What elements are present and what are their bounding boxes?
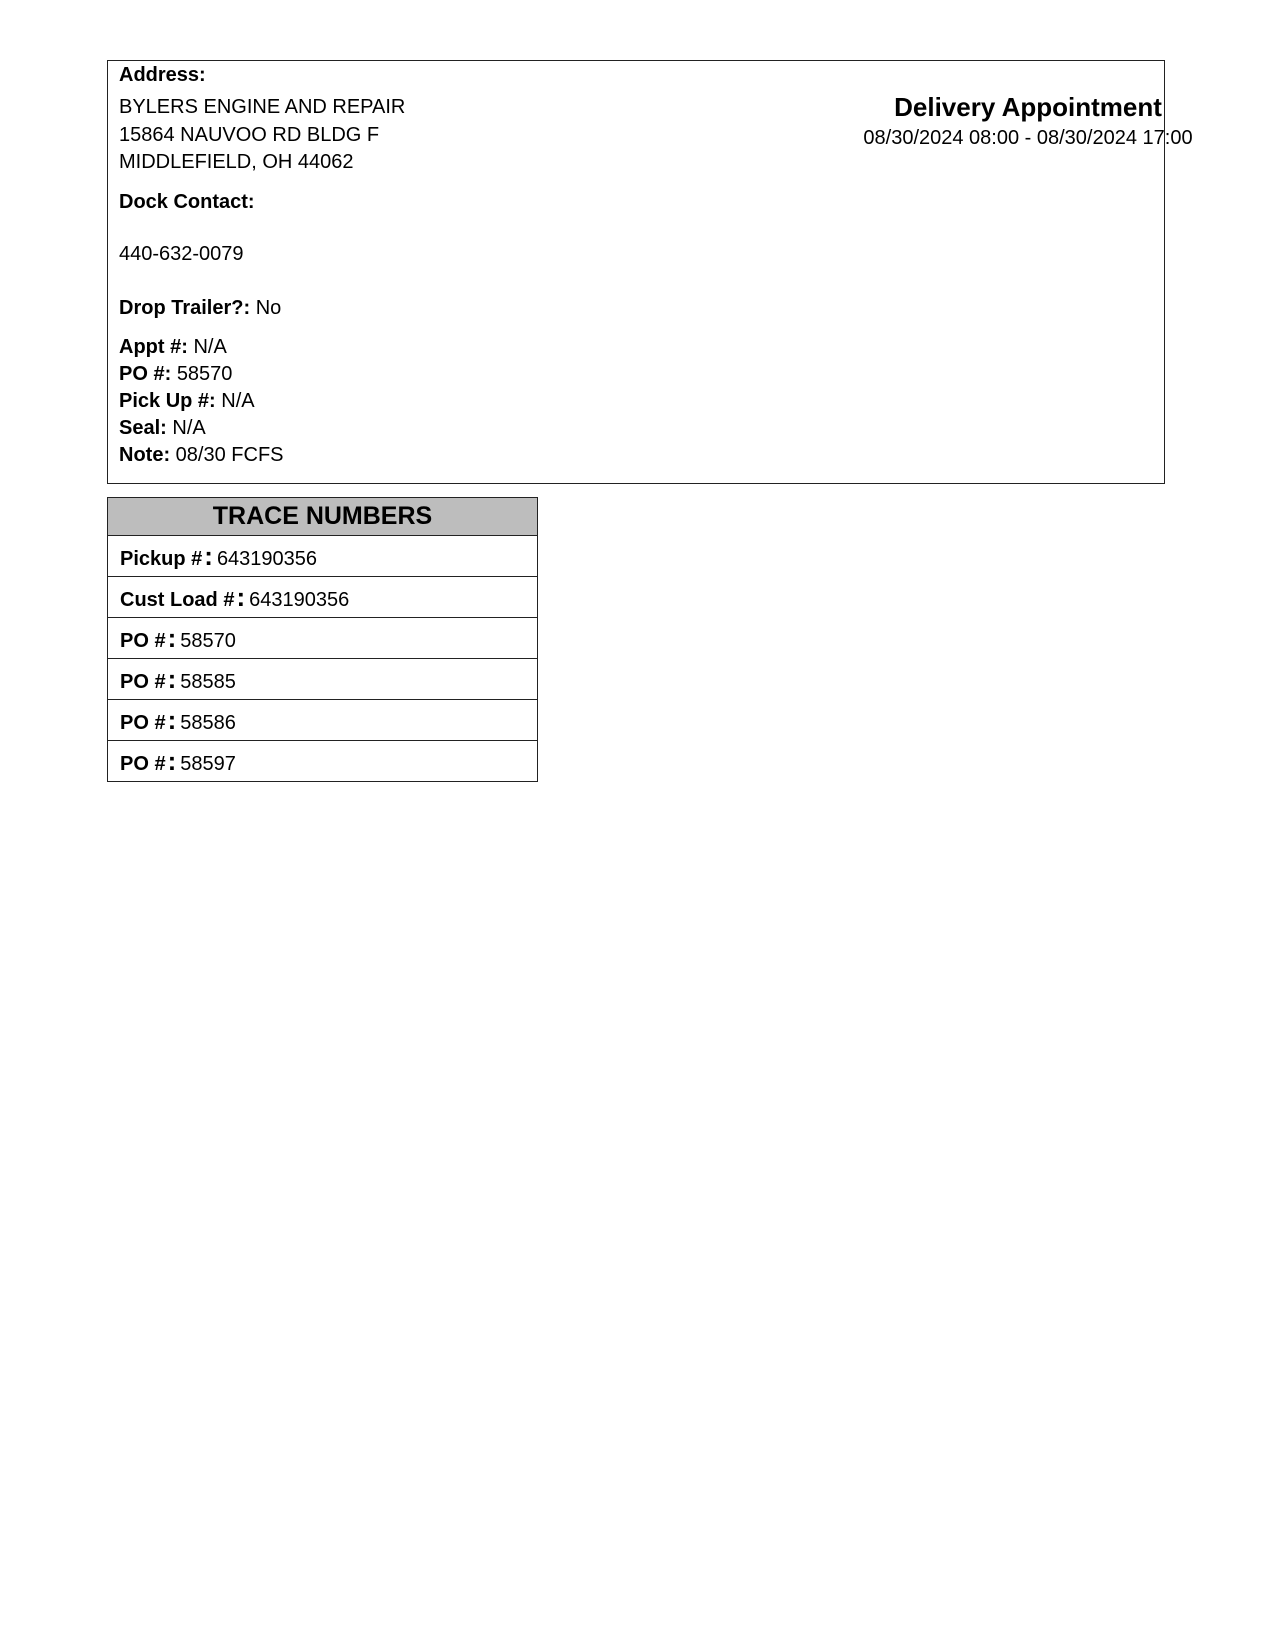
trace-row-value: 58585	[180, 671, 236, 693]
trace-row	[108, 659, 537, 700]
trace-row-label: Pickup #	[120, 548, 203, 570]
field-label: Seal:	[119, 417, 167, 439]
drop-trailer	[119, 296, 281, 320]
field-label: Appt #:	[119, 336, 188, 358]
field-label: PO #:	[119, 363, 172, 385]
field-seal	[119, 416, 206, 440]
trace-row	[108, 618, 537, 659]
dock-contact-label: Dock Contact:	[119, 191, 255, 213]
dock-contact-phone: 440-632-0079	[119, 243, 244, 265]
trace-row-label: PO #	[120, 712, 166, 734]
field-label: Note:	[119, 444, 171, 466]
address-line-2: 15864 NAUVOO RD BLDG F	[119, 124, 380, 146]
trace-row-colon: :	[204, 541, 213, 571]
field-pickup	[119, 389, 255, 413]
trace-row-colon: :	[167, 623, 177, 653]
field-po	[119, 362, 232, 386]
trace-row-colon: :	[167, 664, 177, 694]
delivery-appointment-window: 08/30/2024 08:00 - 08/30/2024 17:00	[863, 127, 1193, 149]
trace-row	[108, 700, 537, 741]
trace-numbers-header: TRACE NUMBERS	[108, 498, 537, 536]
field-note	[119, 443, 284, 467]
trace-row-value: 58586	[180, 712, 236, 734]
trace-row-value: 643190356	[216, 548, 318, 570]
trace-row-colon: :	[236, 582, 246, 612]
trace-row	[108, 741, 537, 782]
trace-row-value: 643190356	[249, 589, 350, 611]
field-value: N/A	[172, 417, 206, 439]
trace-row-label: PO #	[120, 753, 166, 775]
address-line-3: MIDDLEFIELD, OH 44062	[119, 151, 354, 173]
field-value: N/A	[193, 336, 227, 358]
field-value: N/A	[221, 390, 255, 412]
delivery-appointment-title: Delivery Appointment	[894, 92, 1162, 122]
trace-row-label: PO #	[120, 671, 166, 693]
delivery-info-box	[107, 60, 1193, 484]
drop-trailer-label: Drop Trailer?:	[119, 297, 251, 319]
field-value: 58570	[176, 363, 233, 385]
trace-row	[108, 536, 537, 577]
trace-row-label: Cust Load #	[120, 589, 235, 611]
address-line-1: BYLERS ENGINE AND REPAIR	[119, 96, 406, 118]
trace-row-label: PO #	[120, 630, 166, 652]
address-label: Address:	[119, 64, 206, 86]
trace-row-value: 58597	[180, 753, 236, 775]
trace-row	[108, 577, 537, 618]
field-label: Pick Up #:	[119, 390, 216, 412]
trace-row-value: 58570	[180, 630, 236, 652]
trace-numbers-table	[107, 497, 538, 782]
trace-row-colon: :	[167, 705, 177, 735]
drop-trailer-value: No	[255, 297, 282, 319]
field-appt	[119, 335, 227, 359]
field-value: 08/30 FCFS	[175, 444, 284, 466]
trace-row-colon: :	[167, 746, 177, 776]
